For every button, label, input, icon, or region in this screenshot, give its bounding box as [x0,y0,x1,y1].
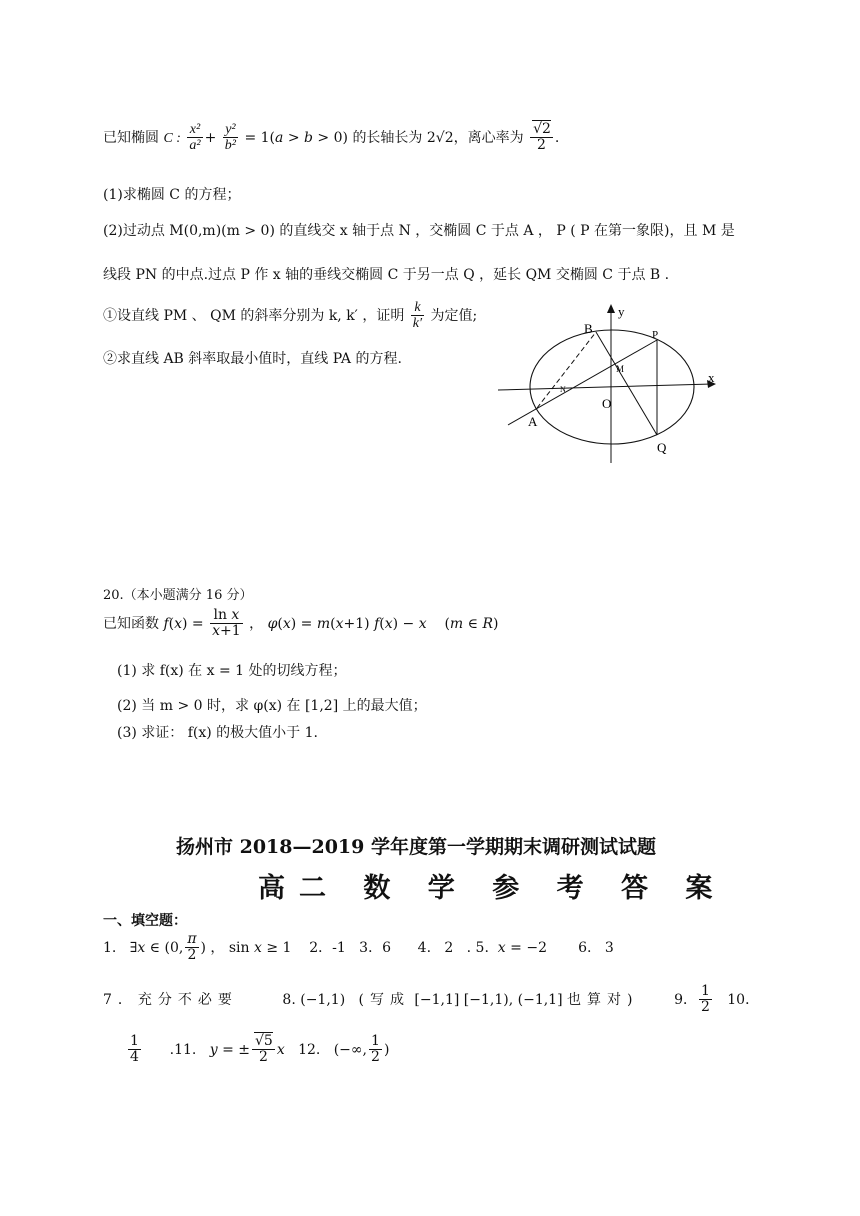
major-axis-value: 2√2 [426,129,454,146]
problem20-part2: (2) 当 m > 0 时，求 φ(x) 在 [1,2] 上的最大值； [117,698,427,714]
sub1-text-b: 为定值; [430,307,478,324]
sub1-text-a: ①设直线 PM 、 QM 的斜率分别为 k, k′ ，证明 [103,307,405,324]
label-O: O [602,396,612,411]
label-x: x [708,370,715,385]
problem20-header: 20.（本小题满分 16 分） [103,588,253,603]
answer-row-3: $\frac{1}{4}$ .11. y = ± $\frac{√5}{2}$ x 12. (−∞, $\frac{1}{2}$ ) [130,1033,390,1066]
problem19-part1: (1)求椭圆 C 的方程； [103,187,241,203]
problem19-sub1 [103,300,477,332]
label-y: y [618,304,625,319]
problem20-part3: (3) 求证： f(x) 的极大值小于 1. [117,725,318,741]
ellipse-figure [490,300,730,470]
stem-ecc: ，离心率为 [453,129,524,146]
label-M: M [616,364,625,374]
stem-mid: 的长轴长为 [352,129,423,146]
label-P: P [652,329,659,341]
label-Q: Q [657,440,667,455]
sub1-fraction: $\frac{k}{k'}$ [412,300,423,332]
problem20-part1: (1) 求 f(x) 在 x = 1 处的切线方程； [117,663,347,679]
problem20-stem: 已知函数 f(x) = $\frac{\text{ln x}}{x+1}$ ， φ(x) = m(x+1) f(x) − x (m ∈ R) [103,607,499,640]
answer-row-2: 7．充分不必要 8. (−1,1) (写成 [−1,1] [−1,1), (−1,1] 也算对) 9． $\frac{1}{2}$ 10． [103,983,760,1016]
stem-prefix: 已知椭圆 [103,129,159,146]
line-AB [537,332,596,408]
section-fill-blank: 一、填空题： [103,913,187,929]
eccentricity-fraction: $\frac{√2}{2}$ [530,122,553,154]
answers-title: 扬州市 2018—2019 学年度第一学期期末调研测试试题 [176,836,656,858]
label-N: N [560,385,566,394]
problem19-stem: 已知椭圆 C : $\frac{\text{x²}}{\text{a²}}$ + $\frac{\text{y²}}{\text{b²}}$ = 1(a > b > 0) 的长轴长为 2√2，离心率为 $\frac{√2}{2}$ . [103,121,560,154]
y-axis-arrow [607,304,615,313]
label-A: A [528,414,538,429]
problem19-part2-line2: 线段 PN 的中点.过点 P 作 x 轴的垂线交椭圆 C 于另一点 Q ，延长 QM 交椭圆 C 于点 B . [103,267,670,283]
answers-subtitle: 高二 数 学 参 考 答 案 [258,873,727,904]
line-BQ [596,332,657,435]
problem19-sub2: ②求直线 AB 斜率取最小值时，直线 PA 的方程. [103,351,402,367]
label-B: B [584,321,593,336]
problem19-part2-line1: (2)过动点 M(0,m)(m > 0) 的直线交 x 轴于点 N ，交椭圆 C 于点 A ， P ( P 在第一象限)，且 M 是 [103,223,735,239]
answer-row-1: 1. ∃x ∈ (0, $\frac{\pi}{2}$ ) ， sin x ≥ 1 2．-1 3．6 4. 2 . 5. x = −2 6. 3 [103,931,614,964]
